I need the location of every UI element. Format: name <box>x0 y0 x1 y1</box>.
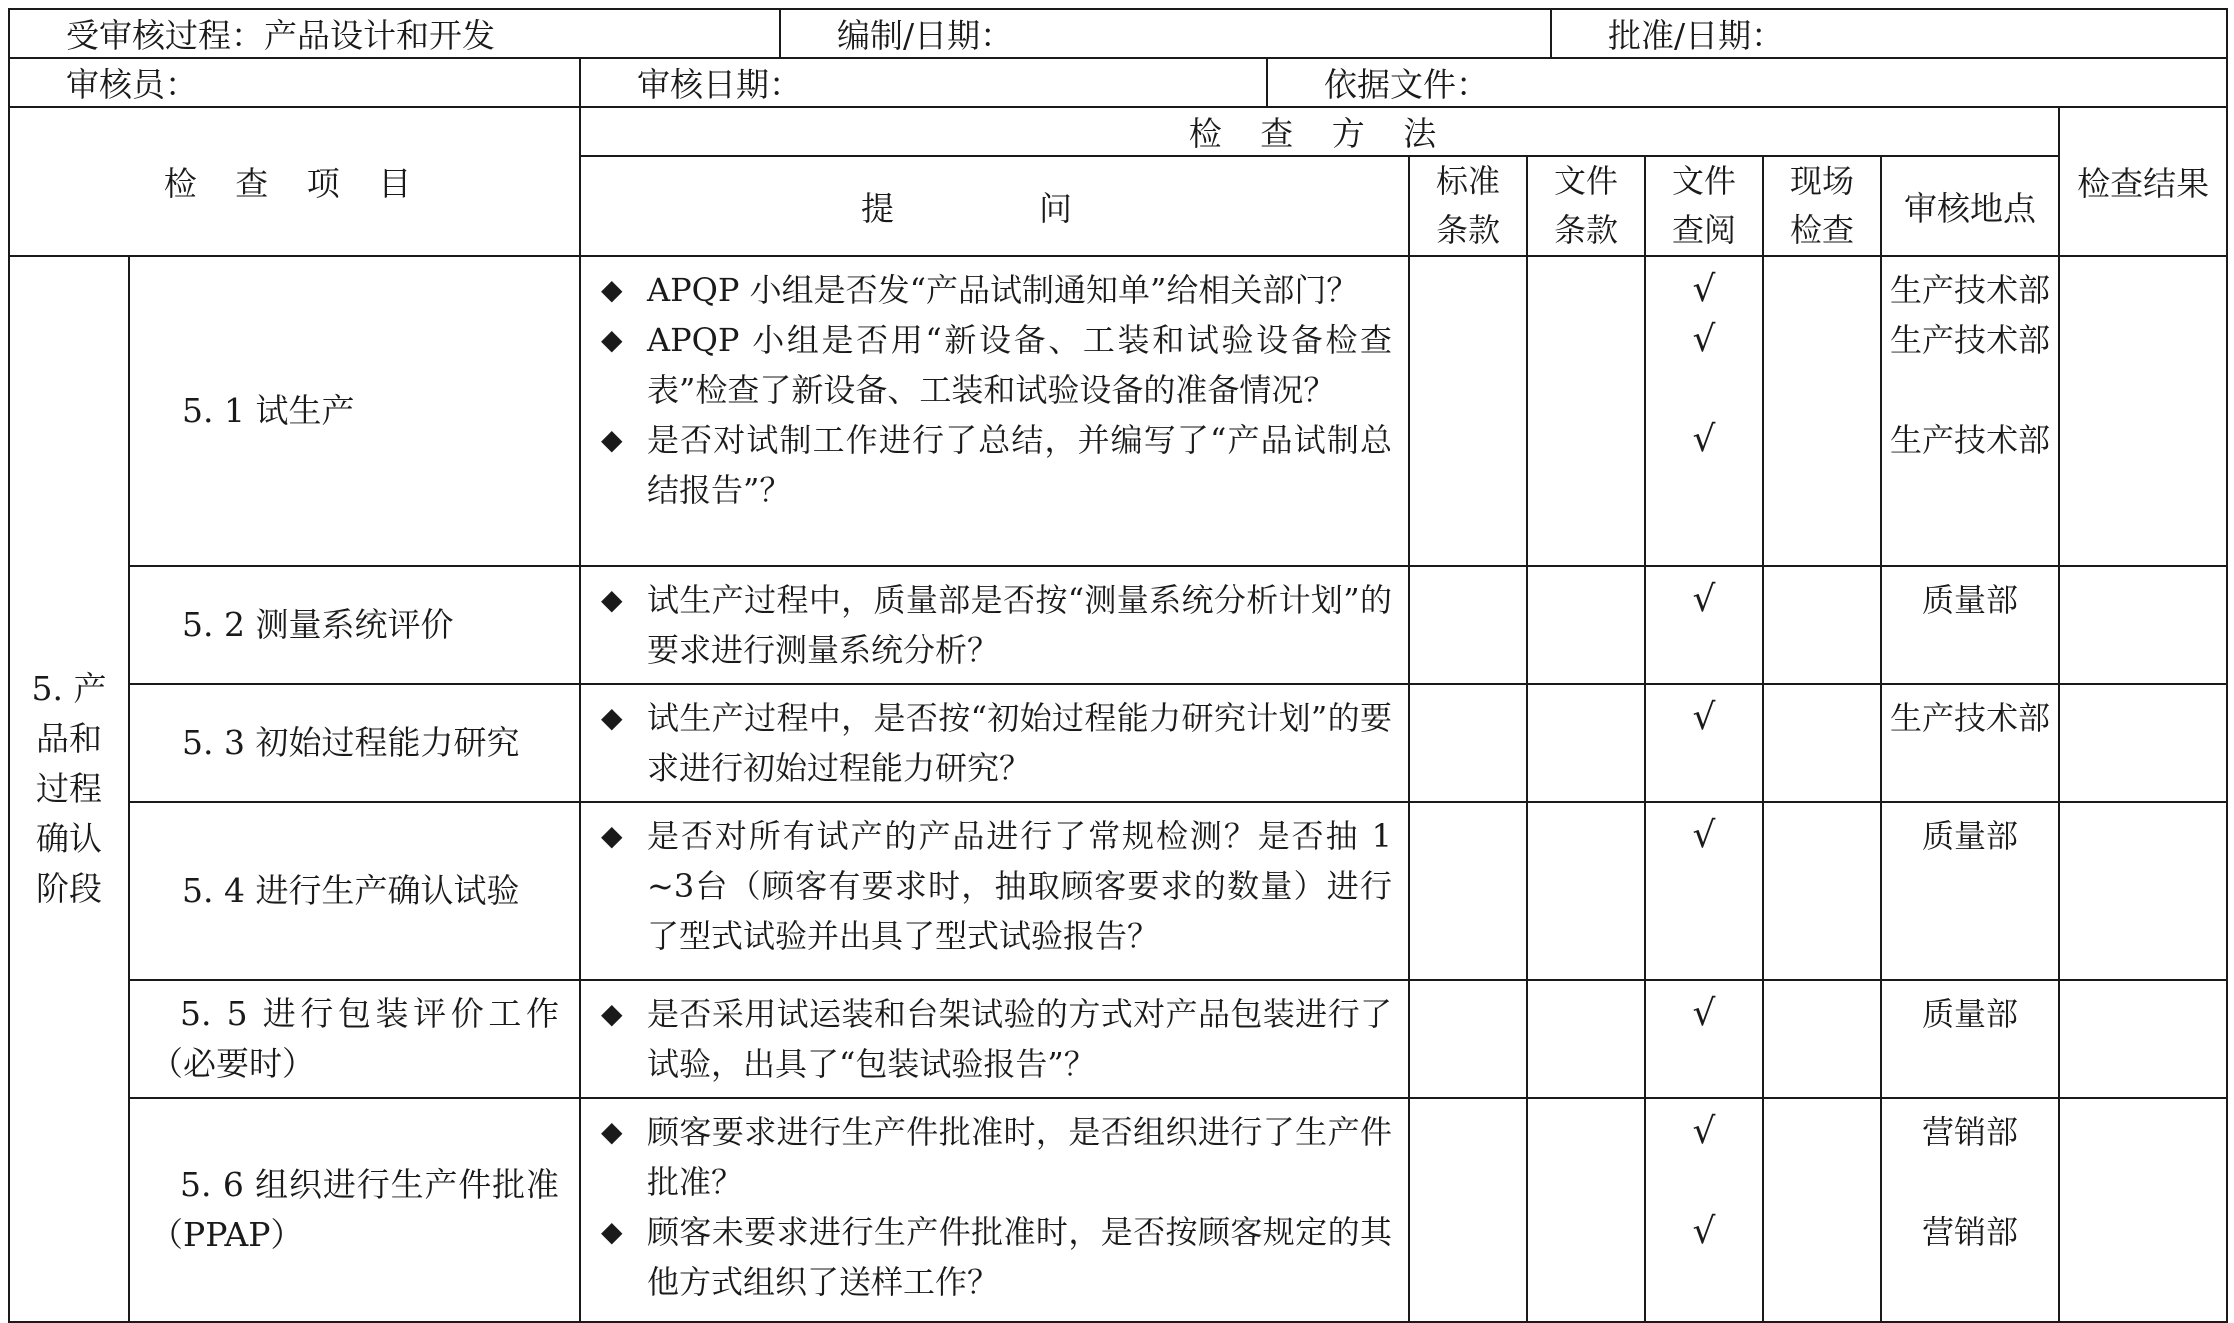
stage-label <box>9 256 129 1322</box>
check-result-cell <box>2059 1098 2227 1322</box>
check-result-cell <box>2059 684 2227 802</box>
check-result-cell <box>2059 980 2227 1098</box>
standard-clause-cell <box>1409 802 1527 980</box>
audit-location: 营销部 <box>1922 1213 2019 1251</box>
question <box>601 811 1392 961</box>
standard-clause-header <box>1409 156 1527 256</box>
site-check-header-line2: 检查 <box>1790 211 1855 249</box>
audit-location: 营销部 <box>1922 1113 2019 1151</box>
document-review-cell <box>1645 802 1763 980</box>
approved-date-label: 批准/日期： <box>1551 9 2227 58</box>
checkmark: √ <box>1692 697 1716 738</box>
site-check-cell <box>1763 256 1881 566</box>
check-method-header-text: 检 查 方 法 <box>1188 114 1451 153</box>
audit-location-cell <box>1881 256 2059 566</box>
audit-location-cell <box>1881 684 2059 802</box>
diamond-bullet-icon: ◆ <box>601 583 623 616</box>
question-text: 是否对试制工作进行了总结，并编写了“产品试制总结报告”？ <box>647 421 1393 509</box>
diamond-bullet-icon: ◆ <box>601 273 623 306</box>
standard-clause-cell <box>1409 684 1527 802</box>
document-clause-cell <box>1527 802 1645 980</box>
audit-location-cell <box>1881 566 2059 684</box>
document-review-header-line2: 查阅 <box>1672 211 1737 249</box>
question-text: 是否采用试运装和台架试验的方式对产品包装进行了试验，出具了“包装试验报告”？ <box>647 995 1393 1083</box>
check-result-cell <box>2059 566 2227 684</box>
question <box>601 693 1392 793</box>
document-review-header-line1: 文件 <box>1672 162 1737 200</box>
diamond-bullet-icon: ◆ <box>601 323 623 356</box>
document-clause-cell <box>1527 256 1645 566</box>
header-row-1 <box>8 8 2228 59</box>
question-cell <box>580 802 1409 980</box>
audit-location-cell <box>1881 802 2059 980</box>
standard-clause-header-line1: 标准 <box>1436 162 1501 200</box>
document-clause-cell <box>1527 1098 1645 1322</box>
document-review-cell <box>1645 684 1763 802</box>
audit-location: 生产技术部 <box>1890 321 2051 359</box>
question-text: 试生产过程中，是否按“初始过程能力研究计划”的要求进行初始过程能力研究？ <box>647 699 1393 787</box>
standard-clause-cell <box>1409 1098 1527 1322</box>
question <box>601 415 1392 515</box>
question <box>601 265 1392 315</box>
audit-location: 生产技术部 <box>1890 271 2051 309</box>
stage-label-line: 确认 <box>36 819 102 858</box>
site-check-header-line1: 现场 <box>1790 162 1855 200</box>
standard-clause-cell <box>1409 566 1527 684</box>
audit-location-cell <box>1881 980 2059 1098</box>
check-item: 5. 6 组织进行生产件批准（PPAP） <box>129 1098 580 1322</box>
document-clause-header-line2: 条款 <box>1554 211 1619 249</box>
diamond-bullet-icon: ◆ <box>601 1215 623 1248</box>
question-cell <box>580 1098 1409 1322</box>
audit-date-label: 审核日期： <box>580 58 1267 107</box>
site-check-cell <box>1763 980 1881 1098</box>
auditor-label: 审核员： <box>9 58 580 107</box>
stage-label-line: 5. 产 <box>31 669 107 708</box>
checkmark: √ <box>1692 1111 1716 1152</box>
check-item: 5. 3 初始过程能力研究 <box>129 684 580 802</box>
audit-location-cell <box>1881 1098 2059 1322</box>
document-clause-cell <box>1527 566 1645 684</box>
document-clause-cell <box>1527 684 1645 802</box>
diamond-bullet-icon: ◆ <box>601 819 623 852</box>
diamond-bullet-icon: ◆ <box>601 701 623 734</box>
check-result-header: 检查结果 <box>2059 107 2227 256</box>
question <box>601 575 1392 675</box>
question-header <box>580 156 1409 256</box>
check-item: 5. 4 进行生产确认试验 <box>129 802 580 980</box>
site-check-cell <box>1763 684 1881 802</box>
checkmark: √ <box>1692 419 1716 460</box>
question-text: 是否对所有试产的产品进行了常规检测？是否抽 1 ~3台（顾客有要求时，抽取顾客要求的数量）进行了型式试验并出具了型式试验报告？ <box>647 817 1393 955</box>
diamond-bullet-icon: ◆ <box>601 423 623 456</box>
question <box>601 1107 1392 1207</box>
checkmark: √ <box>1692 1211 1716 1252</box>
checkmark: √ <box>1692 815 1716 856</box>
checkmark: √ <box>1692 579 1716 620</box>
table-row <box>9 980 2227 1098</box>
standard-clause-cell <box>1409 256 1527 566</box>
stage-label-line: 品和 <box>36 719 102 758</box>
standard-clause-header-line2: 条款 <box>1436 211 1501 249</box>
checklist-table <box>8 106 2228 1323</box>
check-item: 5. 2 测量系统评价 <box>129 566 580 684</box>
diamond-bullet-icon: ◆ <box>601 1115 623 1148</box>
checkmark: √ <box>1692 319 1716 360</box>
question <box>601 989 1392 1089</box>
question-cell <box>580 980 1409 1098</box>
checkmark: √ <box>1692 993 1716 1034</box>
document-review-cell <box>1645 1098 1763 1322</box>
basis-document-label: 依据文件： <box>1267 58 2227 107</box>
audit-location: 生产技术部 <box>1890 421 2051 459</box>
check-result-cell <box>2059 256 2227 566</box>
check-item-header-text: 检 查 项 目 <box>163 164 426 203</box>
document-clause-cell <box>1527 980 1645 1098</box>
standard-clause-cell <box>1409 980 1527 1098</box>
question <box>601 1207 1392 1307</box>
document-review-header <box>1645 156 1763 256</box>
question-text: 顾客要求进行生产件批准时，是否组织进行了生产件批准？ <box>647 1113 1393 1201</box>
table-row <box>9 256 2227 566</box>
document-clause-header <box>1527 156 1645 256</box>
stage-label-line: 过程 <box>36 769 102 808</box>
stage-label-line: 阶段 <box>36 869 102 908</box>
check-item: 5. 1 试生产 <box>129 256 580 566</box>
checkmark: √ <box>1692 269 1716 310</box>
table-row <box>9 684 2227 802</box>
site-check-cell <box>1763 1098 1881 1322</box>
audit-location: 质量部 <box>1922 817 2019 855</box>
audit-location: 生产技术部 <box>1890 699 2051 737</box>
question-text: APQP 小组是否用“新设备、工装和试验设备检查表”检查了新设备、工装和试验设备的准备情况？ <box>647 321 1393 409</box>
question-text: 试生产过程中，质量部是否按“测量系统分析计划”的要求进行测量系统分析？ <box>647 581 1393 669</box>
question-text: 顾客未要求进行生产件批准时，是否按顾客规定的其他方式组织了送样工作？ <box>647 1213 1393 1301</box>
check-result-cell <box>2059 802 2227 980</box>
site-check-cell <box>1763 566 1881 684</box>
header-row-2 <box>8 57 2228 108</box>
document-review-cell <box>1645 980 1763 1098</box>
table-row <box>9 1098 2227 1322</box>
question-cell <box>580 256 1409 566</box>
audit-checklist-sheet <box>8 8 2226 1312</box>
check-method-header <box>580 107 2059 156</box>
check-item: 5. 5 进行包装评价工作（必要时） <box>129 980 580 1098</box>
diamond-bullet-icon: ◆ <box>601 997 623 1030</box>
question-cell <box>580 566 1409 684</box>
question-cell <box>580 684 1409 802</box>
site-check-cell <box>1763 802 1881 980</box>
question <box>601 315 1392 415</box>
audit-location-header: 审核地点 <box>1881 156 2059 256</box>
audited-process-label: 受审核过程：产品设计和开发 <box>9 9 780 58</box>
question-text: APQP 小组是否发“产品试制通知单”给相关部门？ <box>647 271 1359 309</box>
table-row <box>9 566 2227 684</box>
audit-location: 质量部 <box>1922 995 2019 1033</box>
site-check-header <box>1763 156 1881 256</box>
audit-location: 质量部 <box>1922 581 2019 619</box>
table-row <box>9 802 2227 980</box>
question-header-text: 提 问 <box>861 188 1129 228</box>
document-review-cell <box>1645 256 1763 566</box>
document-review-cell <box>1645 566 1763 684</box>
prepared-date-label: 编制/日期： <box>780 9 1551 58</box>
document-clause-header-line1: 文件 <box>1554 162 1619 200</box>
check-item-header <box>9 107 580 256</box>
